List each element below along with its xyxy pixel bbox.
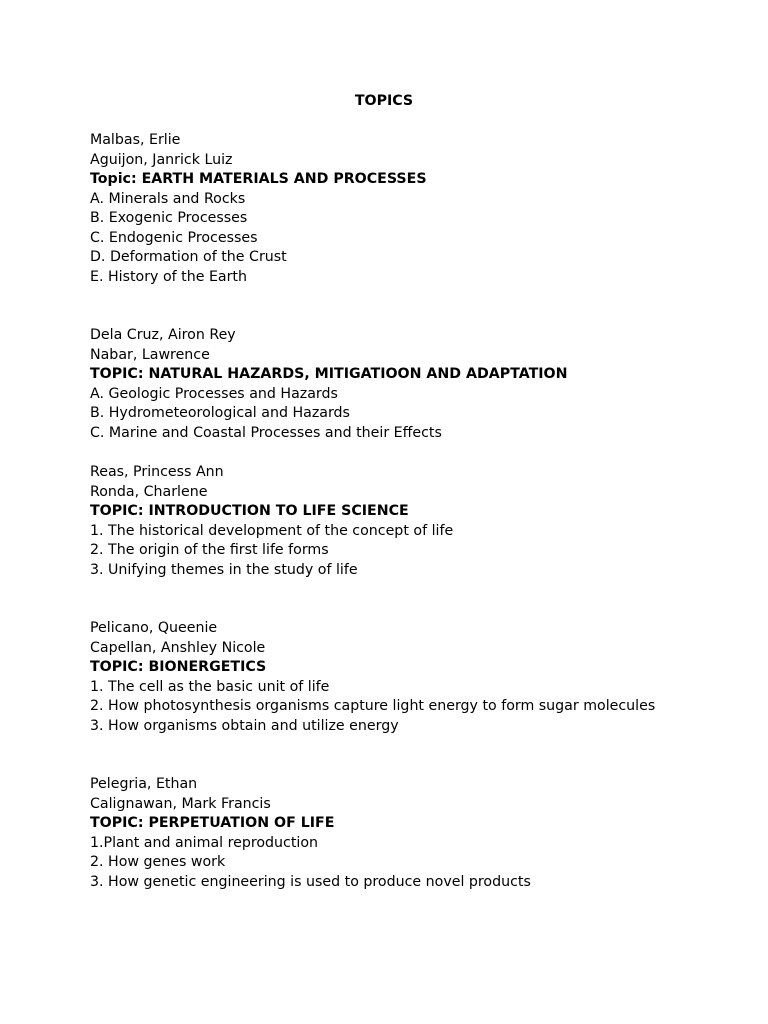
subtopic-item: 1.Plant and animal reproduction (90, 834, 319, 851)
subtopic-item: E. History of the Earth (90, 268, 247, 285)
subtopic-item: 2. How photosynthesis organisms capture light energy to form sugar molecules (90, 698, 656, 714)
member-name: Aguijon, Janrick Luiz (90, 151, 233, 168)
member-name: Pelicano, Queenie (90, 620, 218, 636)
subtopic-item: 1. The cell as the basic unit of life (90, 678, 330, 695)
member-name: Pelegria, Ethan (90, 776, 198, 792)
member-name: Reas, Princess Ann (90, 464, 224, 480)
member-name: Calignawan, Mark Francis (90, 795, 271, 812)
subtopic-item: B. Exogenic Processes (90, 210, 248, 226)
subtopic-item: B. Hydrometeorological and Hazards (90, 405, 350, 421)
subtopic-item: 1. The historical development of the concept of life (90, 522, 454, 539)
subtopic-item: A. Geologic Processes and Hazards (90, 385, 338, 402)
topic-heading: TOPIC: BIONERGETICS (90, 659, 267, 675)
topic-heading: Topic: EARTH MATERIALS AND PROCESSES (90, 171, 427, 187)
topic-group-natural-hazards (90, 326, 677, 443)
member-name: Ronda, Charlene (90, 483, 208, 500)
subtopic-item: A. Minerals and Rocks (90, 190, 246, 207)
subtopic-item: 3. Unifying themes in the study of life (90, 561, 358, 578)
subtopic-item: 3. How genetic engineering is used to produce novel products (90, 873, 531, 890)
subtopic-item: D. Deformation of the Crust (90, 249, 287, 265)
topic-heading: TOPIC: INTRODUCTION TO LIFE SCIENCE (90, 503, 409, 519)
member-name: Capellan, Anshley Nicole (90, 639, 266, 656)
topic-group-earth-materials (90, 131, 677, 287)
subtopic-item: 3. How organisms obtain and utilize energy (90, 717, 399, 734)
topic-group-perpetuation-of-life (90, 775, 677, 892)
topic-group-bioenergetics (90, 619, 677, 736)
member-name: Malbas, Erlie (90, 132, 181, 148)
subtopic-item: C. Marine and Coastal Processes and their Effects (90, 424, 442, 441)
member-name: Dela Cruz, Airon Rey (90, 327, 236, 343)
subtopic-item: C. Endogenic Processes (90, 229, 258, 246)
topic-heading: TOPIC: NATURAL HAZARDS, MITIGATIOON AND ADAPTATION (90, 366, 568, 382)
page-title: TOPICS (354, 93, 414, 109)
topic-heading: TOPIC: PERPETUATION OF LIFE (90, 815, 335, 831)
topic-group-life-science (90, 463, 677, 580)
subtopic-item: 2. How genes work (90, 854, 226, 870)
subtopic-item: 2. The origin of the first life forms (90, 542, 329, 558)
member-name: Nabar, Lawrence (90, 346, 210, 363)
